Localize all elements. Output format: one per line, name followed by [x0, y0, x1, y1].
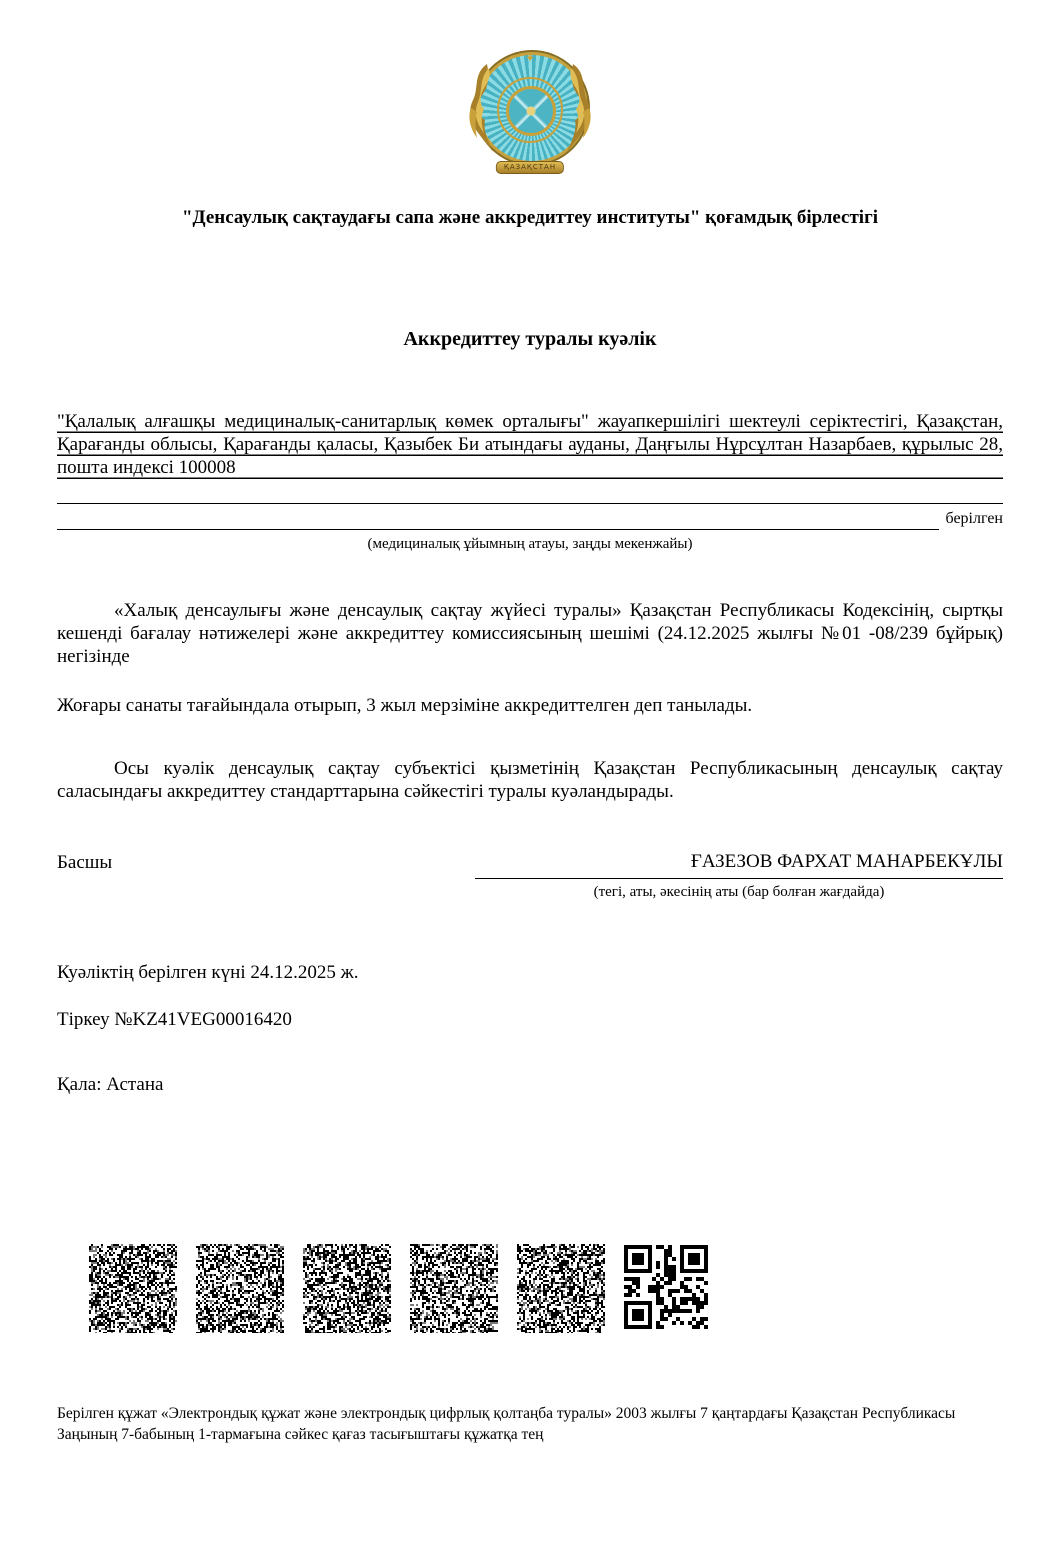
- signature-caption: (тегі, аты, әкесінің аты (бар болған жағдайда): [593, 884, 885, 900]
- emblem-banner: ҚАЗАҚСТАН: [496, 161, 564, 174]
- noise-barcode: [89, 1244, 177, 1333]
- noise-barcode: [303, 1244, 391, 1333]
- organization-caption: (медициналық ұйымның атауы, заңды мекенжайы): [367, 536, 693, 552]
- basis-paragraph: «Халық денсаулығы және денсаулық сақтау жүйесі туралы» Қазақстан Республикасы Кодексінің, сыртқы кешенді бағалау нәтижелері және аккредиттеу комиссиясының шешімі (24.12.2025 жылғы №01 -08/239 бұйрық) негізінде: [57, 600, 1003, 667]
- issue-date-line: Куәліктің берілген күні 24.12.2025 ж.: [57, 962, 359, 983]
- noise-barcode: [196, 1244, 284, 1333]
- noise-barcode: [517, 1244, 605, 1333]
- issued-label: берілген: [945, 510, 1003, 527]
- blank-form-line: [57, 479, 1003, 504]
- qr-code: [624, 1244, 709, 1331]
- certificate-page: [0, 48, 1060, 1445]
- signature-name: ҒАЗЕЗОВ ФАРХАТ МАНАРБЕКҰЛЫ: [475, 851, 1003, 879]
- emblem-star-icon: ✦: [524, 51, 536, 65]
- issued-line: [57, 504, 1003, 530]
- issued-form-line: [57, 504, 939, 530]
- signature-role-label: Басшы: [57, 852, 113, 873]
- emblem-ornament-right-icon: [561, 62, 597, 154]
- document-title: Аккредиттеу туралы куәлік: [403, 328, 657, 350]
- kazakhstan-coat-of-arms-icon: [466, 48, 594, 176]
- category-paragraph: Жоғары санаты тағайындала отырып, 3 жыл мерзіміне аккредиттелген деп танылады.: [57, 695, 753, 716]
- confirmation-paragraph: Осы куәлік денсаулық сақтау субъектісі қызметінің Қазақстан Республикасының денсаулық сақтау саласындағы аккредиттеу стандарттарына сәйкестігі туралы куәландырады.: [57, 758, 1003, 802]
- barcode-row: [89, 1244, 1003, 1333]
- emblem-ornament-left-icon: [463, 62, 499, 154]
- organization-title: "Денсаулық сақтаудағы сапа және аккредиттеу институты" қоғамдық бірлестігі: [182, 207, 878, 228]
- city-line: Қала: Астана: [57, 1074, 164, 1095]
- noise-barcode: [410, 1244, 498, 1333]
- signature-row: [57, 851, 1003, 901]
- registration-number-line: Тіркеу №KZ41VEG00016420: [57, 1009, 292, 1030]
- recipient-paragraph: "Қалалық алғашқы медициналық-санитарлық көмек орталығы" жауапкершілігі шектеулі серіктестігі, Қазақстан, Қарағанды облысы, Қарағанды қаласы, Қазыбек Би атындағы ауданы, Даңғылы Нұрсұлтан Назарбаев, құрылыс 28, пошта индексі 100008: [57, 411, 1003, 478]
- emblem-shanyrak-icon: [506, 86, 556, 136]
- footer-legal-text: Берілген құжат «Электрондық құжат және электрондық цифрлық қолтаңба туралы» 2003 жылғы 7 қаңтардағы Қазақстан Республикасы Заңының 7-бабының 1-тармағына сәйкес қағаз тасығыштағы құжатқа тең: [57, 1405, 956, 1443]
- signature-block: [475, 851, 1003, 901]
